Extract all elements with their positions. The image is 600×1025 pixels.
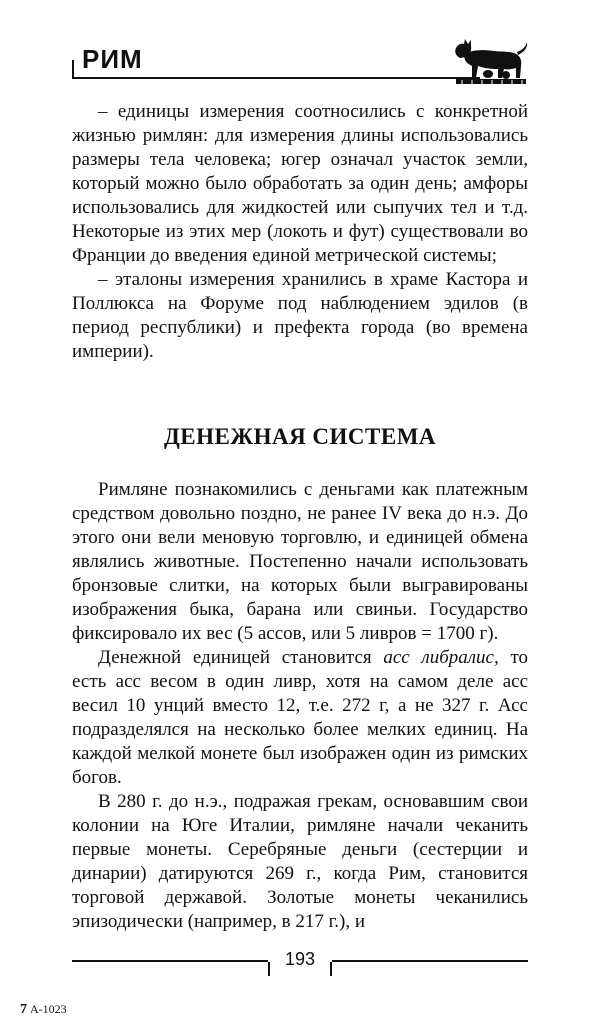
section-heading: ДЕНЕЖНАЯ СИСТЕМА	[163, 424, 437, 449]
list-item-standards: – эталоны измерения хранились в храме Кастора и Поллюкса на Форуме под наблюдением эдилов (в период республики) и префекта города (во времена империи).	[72, 269, 528, 362]
continued-list	[72, 100, 528, 364]
term-as-libralis: асс либралис,	[383, 647, 499, 668]
paragraph-text: то есть асс весом в один ливр, хотя на самом деле асс весил 10 унций вместо 12, т.е. 272 г, а не 327 г. Асс подразделялся на несколько более мелких единиц. На каждой мелкой монете был изображен один из римских богов.	[72, 647, 528, 788]
capitoline-wolf-icon	[450, 36, 530, 86]
page-number: 193	[284, 949, 316, 969]
footer-rule-right	[332, 960, 528, 962]
paragraph-as-libralis	[72, 646, 528, 790]
running-header	[0, 0, 600, 95]
paragraph-first-coins: В 280 г. до н.э., подражая грекам, основавшим свои колонии на Юге Италии, римляне начали чеканить первые монеты. Серебряные деньги (сестерции и динарии) датируются 269 г., когда Рим, становится торговой державой. Золотые монеты чеканились эпизодически (например, в 217 г.), и	[72, 791, 528, 932]
paragraph-origins: Римляне познакомились с деньгами как платежным средством довольно поздно, не ранее IV века до н.э. До этого они вели меновую торговлю, и единицей обмена являлись животные. Постепенно начали использовать бронзовые слитки, на которых были выгравированы изображения быка, барана или свиньи. Государство фиксировало их вес (5 ассов, или 5 ливров = 1700 г).	[72, 479, 528, 644]
paragraph-text: Денежной единицей становится	[98, 647, 384, 668]
signature-number: 7	[20, 1002, 27, 1017]
printer-signature	[20, 1002, 67, 1018]
header-corner-mark	[72, 60, 74, 78]
footer-rule-left	[72, 960, 268, 962]
running-title: РИМ	[82, 44, 143, 74]
footer-bracket-right	[330, 962, 332, 976]
section-body	[72, 478, 528, 934]
signature-code: А-1023	[30, 1002, 67, 1016]
header-rule	[72, 77, 480, 79]
list-item-units: – единицы измерения соотносились с конкретной жизнью римлян: для измерения длины использовались размеры тела человека; югер означал участок земли, который можно было обработать за один день; амфоры использовались для жидкостей или сыпучих тел и т.д. Некоторые из этих мер (локоть и фут) существовали во Франции до введения единой метрической системы;	[72, 101, 528, 266]
